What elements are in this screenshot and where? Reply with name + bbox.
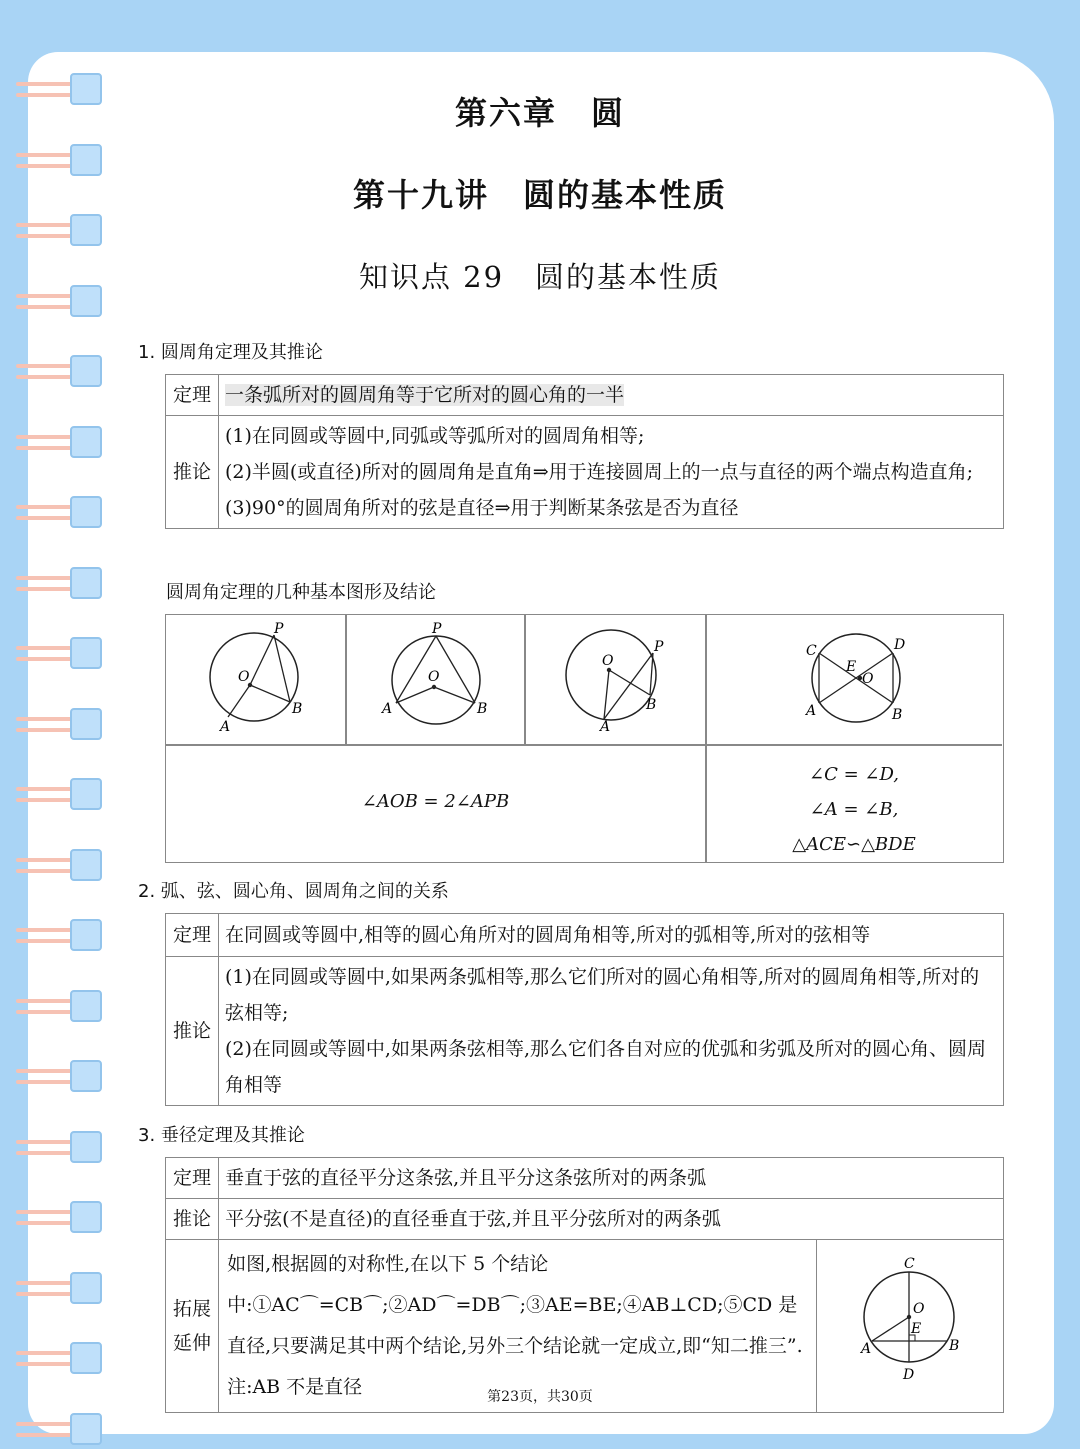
svg-text:A: A: [860, 1341, 871, 1357]
figures-table: [165, 614, 1004, 863]
theorem-text: [219, 375, 1004, 416]
spiral-ring: [14, 355, 106, 387]
extension-label-2: 延伸: [173, 1332, 212, 1354]
svg-text:B: B: [292, 701, 303, 717]
corollary-1: (1)在同圆或等圆中,同弧或等弧所对的圆周角相等;: [225, 425, 645, 447]
figure-5: [817, 1253, 1003, 1387]
corollary-3: (3)90°的圆周角所对的弦是直径⇒用于判断某条弦是否为直径: [225, 497, 739, 519]
section-1-table: [165, 374, 1004, 529]
spiral-ring: [14, 214, 106, 246]
spiral-ring: [14, 778, 106, 810]
figure-1: [210, 621, 302, 735]
corollary-label: 推论: [166, 957, 219, 1106]
svg-text:C: C: [806, 643, 817, 659]
svg-text:P: P: [274, 621, 284, 637]
corollary-text: 平分弦(不是直径)的直径垂直于弦,并且平分弦所对的两条弧: [219, 1199, 1004, 1240]
spiral-ring: [14, 496, 106, 528]
svg-text:O: O: [238, 669, 250, 685]
conclusion-line-3: △ACE∽△BDE: [792, 834, 916, 855]
svg-text:B: B: [477, 701, 488, 717]
svg-text:D: D: [902, 1367, 914, 1383]
svg-text:A: A: [382, 701, 393, 717]
corollary-label: 推论: [166, 1199, 219, 1240]
figure-2: [380, 621, 487, 724]
section-2-table: [165, 913, 1004, 1106]
circle-figures: [166, 615, 1002, 745]
svg-text:P: P: [654, 639, 664, 655]
corollary-2: (2)在同圆或等圆中,如果两条弦相等,那么它们各自对应的优弧和劣弧及所对的圆心角、圆周角相等: [225, 1038, 986, 1096]
svg-text:A: A: [220, 719, 231, 735]
svg-text:E: E: [910, 1321, 921, 1337]
corollary-1: (1)在同圆或等圆中,如果两条弧相等,那么它们所对的圆心角相等,所对的圆周角相等,所对的弦相等;: [225, 966, 980, 1024]
lecture-title: 第十九讲 圆的基本性质: [352, 176, 727, 214]
figure-3: [566, 630, 664, 735]
corollary-2: (2)半圆(或直径)所对的圆周角是直角⇒用于连接圆周上的一点与直径的两个端点构造直角;: [225, 461, 974, 483]
theorem-text: 垂直于弦的直径平分这条弦,并且平分这条弦所对的两条弧: [219, 1158, 1004, 1199]
svg-text:A: A: [600, 719, 611, 735]
chapter-title: 第六章 圆: [454, 94, 625, 132]
conclusion-similar-triangles: [706, 757, 1002, 862]
corollary-text: [219, 957, 1004, 1106]
spiral-ring: [14, 919, 106, 951]
conclusion-line-1: ∠C = ∠D,: [809, 764, 899, 785]
extension-text: 如图,根据圆的对称性,在以下 5 个结论中:①AC⌒=CB⌒;②AD⌒=DB⌒;③AE=BE;④AB⊥CD;⑤CD 是直径,只要满足其中两个结论,另外三个结论就一定成立,即“知二推三”. 注:AB 不是直径: [219, 1240, 817, 1413]
spiral-ring: [14, 637, 106, 669]
svg-text:B: B: [948, 1338, 960, 1354]
svg-text:B: B: [646, 697, 657, 713]
theorem-label: 定理: [166, 914, 219, 957]
svg-text:O: O: [912, 1301, 925, 1317]
spiral-ring: [14, 1413, 106, 1445]
svg-text:O: O: [428, 669, 440, 685]
spiral-ring: [14, 1342, 106, 1374]
svg-text:A: A: [806, 703, 817, 719]
knowledge-title: 知识点 29 圆的基本性质: [358, 260, 722, 294]
svg-text:O: O: [602, 653, 614, 669]
spiral-ring: [14, 1060, 106, 1092]
theorem-label: 定理: [166, 375, 219, 416]
svg-text:P: P: [432, 621, 442, 637]
spiral-ring: [14, 708, 106, 740]
corollary-label: 推论: [166, 416, 219, 529]
figure-4: [804, 634, 905, 723]
conclusion-line-2: ∠A = ∠B,: [809, 799, 899, 820]
theorem-text: 在同圆或等圆中,相等的圆心角所对的圆周角相等,所对的弧相等,所对的弦相等: [219, 914, 1004, 957]
section-3-table: [165, 1157, 1004, 1413]
spiral-ring: [14, 1201, 106, 1233]
svg-text:E: E: [846, 659, 857, 675]
spiral-ring: [14, 1272, 106, 1304]
page-footer: 第23页，共30页: [487, 1389, 593, 1405]
figures-heading: 圆周角定理的几种基本图形及结论: [166, 582, 436, 603]
extension-label-1: 拓展: [173, 1298, 212, 1320]
svg-text:O: O: [862, 671, 874, 687]
svg-text:C: C: [903, 1256, 915, 1272]
svg-text:B: B: [892, 707, 903, 723]
spiral-ring: [14, 849, 106, 881]
corollary-text: [219, 416, 1004, 529]
svg-text:D: D: [894, 637, 906, 653]
conclusion-central-angle: ∠AOB = 2∠APB: [361, 791, 510, 812]
spiral-ring: [14, 426, 106, 458]
highlighted-theorem: 一条弧所对的圆周角等于它所对的圆心角的一半: [225, 384, 625, 406]
spiral-ring: [14, 990, 106, 1022]
spiral-ring: [14, 567, 106, 599]
spiral-ring: [14, 1131, 106, 1163]
theorem-label: 定理: [166, 1158, 219, 1199]
section-3-heading: 3. 垂径定理及其推论: [138, 1125, 305, 1146]
section-2-heading: 2. 弧、弦、圆心角、圆周角之间的关系: [138, 881, 449, 902]
section-1-heading: 1. 圆周角定理及其推论: [138, 342, 323, 363]
